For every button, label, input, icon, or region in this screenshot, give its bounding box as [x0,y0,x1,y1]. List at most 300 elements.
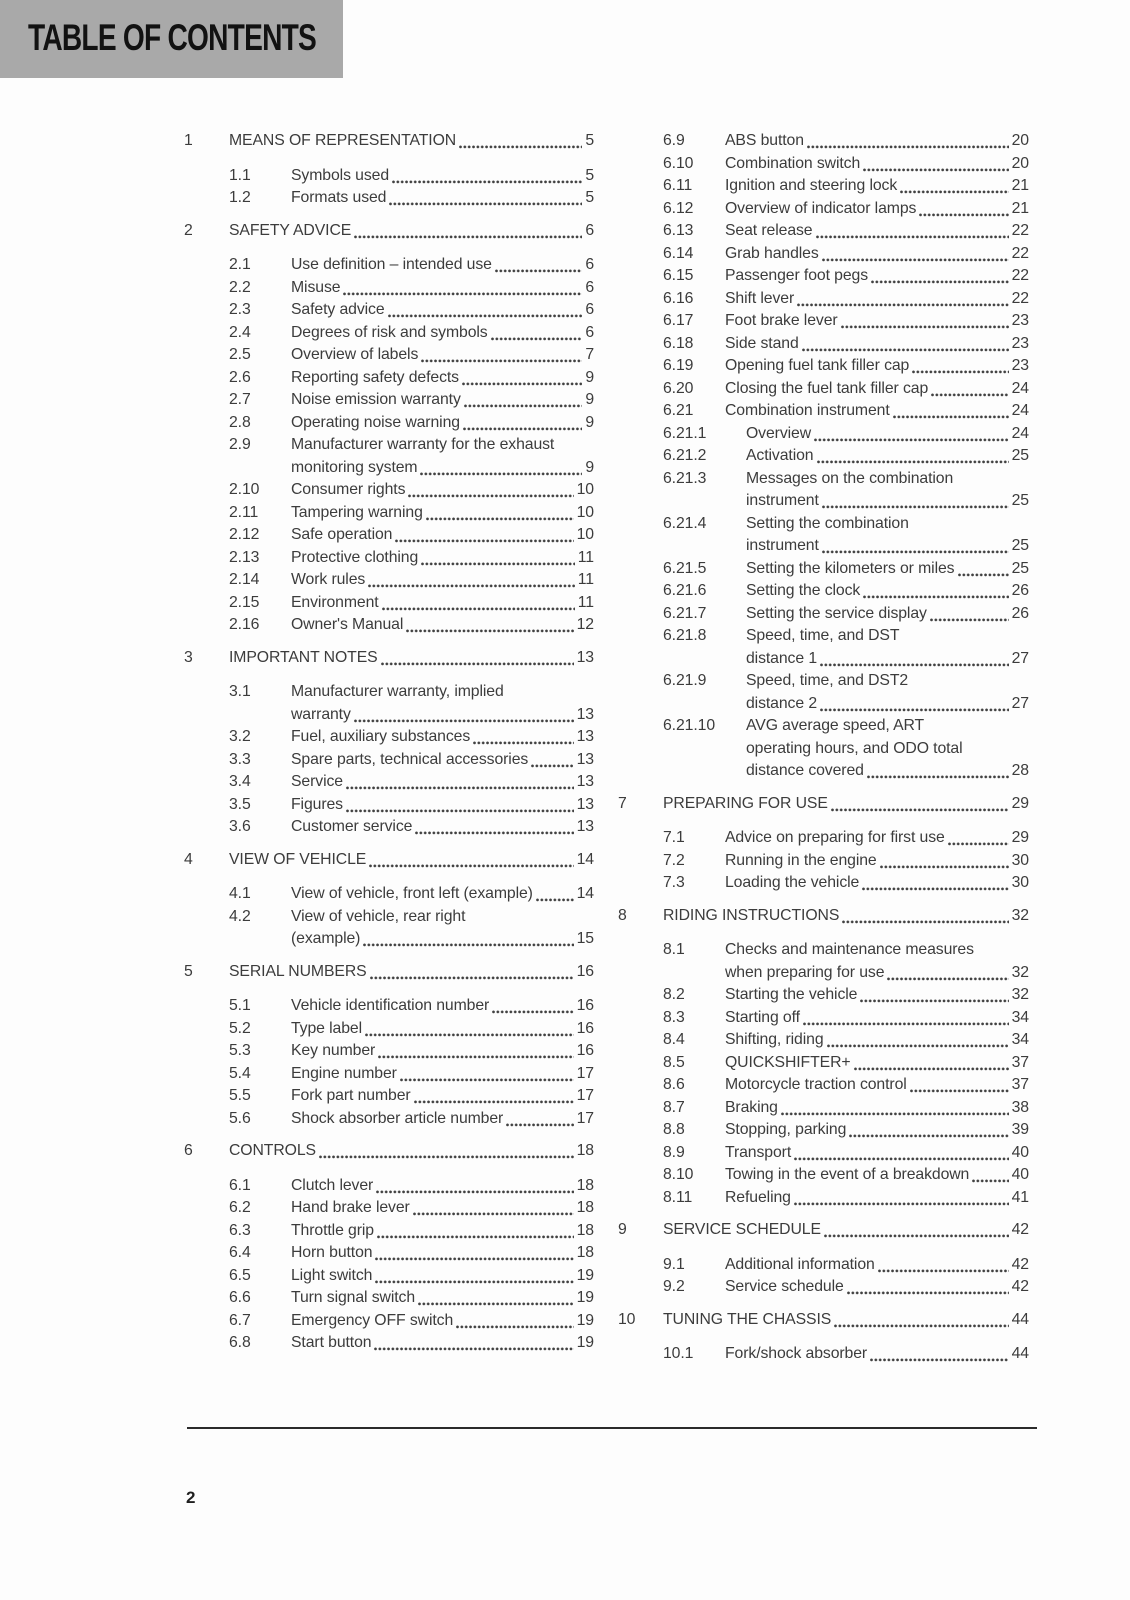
toc-entry[interactable] [184,254,594,277]
toc-entry[interactable] [184,1018,594,1041]
toc-entry-number: 3.1 [229,683,251,700]
toc-entry-title: (example) [291,930,361,947]
toc-entry[interactable] [184,1310,594,1333]
toc-entry-number: 7.2 [663,851,685,869]
toc-entry[interactable] [618,1254,1029,1277]
dotted-leader [421,562,575,566]
toc-entry-number: 6.20 [663,379,694,397]
toc-entry-page: 11 [577,593,594,611]
toc-entry-body [291,1108,594,1131]
toc-entry-title: Foot brake lever [725,312,838,329]
toc-entry-title: Work rules [291,571,366,588]
toc-entry[interactable] [184,681,594,726]
footer-rule [187,1427,1037,1429]
toc-entry-body [291,479,594,502]
toc-entry-body [291,187,594,210]
dotted-leader [834,1324,1008,1328]
toc-entry[interactable] [184,592,594,615]
toc-entry[interactable] [184,434,594,479]
toc-entry-number: 5.2 [229,1019,251,1037]
toc-entry-number: 2.11 [229,503,259,521]
toc-entry-line [291,299,594,322]
toc-entry-title: Setting the kilometers or miles [746,559,955,577]
toc-entry[interactable] [618,1164,1029,1187]
dotted-leader [827,1044,1009,1048]
toc-entry-line [291,254,594,277]
toc-entry-body [725,1074,1029,1097]
dotted-leader [495,269,582,273]
toc-entry[interactable] [618,872,1029,895]
toc-entry-title: Manufacturer warranty, implied [291,683,504,700]
toc-entry-page: 18 [576,1142,594,1159]
toc-entry-body [229,1140,594,1163]
toc-entry[interactable] [184,299,594,322]
toc-entry[interactable] [618,1187,1029,1210]
toc-entry[interactable] [184,389,594,412]
toc-entry-title: VIEW OF VEHICLE [229,850,367,868]
toc-entry-body [663,905,1029,928]
toc-entry[interactable] [184,816,594,839]
toc-entry-number: 8.10 [663,1166,694,1183]
toc-entry-title: Start button [291,1334,372,1351]
toc-entry-body [746,445,1029,468]
toc-entry[interactable] [618,1029,1029,1052]
toc-entry[interactable] [618,1219,1029,1242]
toc-entry[interactable] [184,547,594,570]
toc-entry-line [229,961,594,984]
toc-entry-body [725,355,1029,378]
toc-entry-number: 6.18 [663,334,694,352]
toc-entry-page: 42 [1011,1221,1029,1238]
toc-entry-number: 6.17 [663,312,694,329]
dotted-leader [822,505,1009,509]
toc-entry-body [746,468,1029,513]
toc-entry[interactable] [618,984,1029,1007]
toc-entry[interactable] [618,265,1029,288]
dotted-leader [814,438,1009,442]
toc-entry-number: 8.7 [663,1098,685,1116]
toc-entry[interactable] [184,1242,594,1265]
toc-entry-number: 7.1 [663,829,685,846]
toc-entry-body [291,1287,594,1310]
toc-entry-number: 2.3 [229,301,251,318]
toc-entry[interactable] [184,1040,594,1063]
toc-entry-title: Hand brake lever [291,1199,410,1216]
toc-entry-body [746,423,1029,446]
dotted-leader [473,741,573,745]
toc-entry-title: distance 2 [746,694,818,712]
toc-entry-line [291,1063,594,1086]
toc-entry-line [725,872,1029,895]
toc-entry-body [725,1164,1029,1187]
toc-entry[interactable] [184,883,594,906]
toc-entry[interactable] [618,625,1029,670]
toc-entry-title: Degrees of risk and symbols [291,323,488,341]
dotted-leader [408,494,573,498]
toc-entry[interactable] [184,961,594,984]
dotted-leader [878,1269,1009,1273]
toc-entry-title: Braking [725,1098,778,1116]
dotted-leader [912,370,1008,374]
dotted-leader [849,1134,1008,1138]
toc-entry-title: Type label [291,1019,363,1037]
dotted-leader [346,809,574,813]
toc-entry-number: 9.1 [663,1255,685,1273]
toc-entry-title: Closing the fuel tank filler cap [725,379,929,397]
toc-entry-body [725,243,1029,266]
toc-entry-number: 9.2 [663,1278,685,1295]
toc-entry-page: 5 [585,132,594,149]
toc-entry[interactable] [184,995,594,1018]
toc-entry-page: 22 [1011,267,1029,284]
toc-entry[interactable] [618,130,1029,153]
toc-entry-line [291,277,594,300]
toc-entry-page: 26 [1011,604,1029,622]
dotted-leader [867,775,1009,779]
toc-entry[interactable] [618,850,1029,873]
toc-entry-page: 19 [576,1311,594,1329]
toc-entry-line [291,928,594,951]
toc-entry-page: 41 [1011,1188,1029,1206]
toc-entry-line [725,1052,1029,1075]
toc-entry[interactable] [618,1276,1029,1299]
toc-entry[interactable] [184,367,594,390]
toc-entry[interactable] [618,288,1029,311]
toc-entry-title: View of vehicle, front left (example) [291,885,533,902]
toc-entry-line [291,883,594,906]
toc-entry-line [725,1097,1029,1120]
toc-entry[interactable] [184,906,594,951]
toc-entry-page: 27 [1011,694,1029,712]
dotted-leader [824,1234,1009,1238]
dotted-leader [406,629,573,633]
toc-entry-title: warranty [291,705,351,723]
toc-entry-line [725,1187,1029,1210]
toc-entry-page: 25 [1011,537,1029,554]
toc-entry-line [725,378,1029,401]
toc-entry-body [663,1219,1029,1242]
dotted-leader [863,595,1008,599]
toc-entry[interactable] [184,1197,594,1220]
toc-entry[interactable] [618,378,1029,401]
toc-entry-page: 6 [585,301,594,318]
toc-entry-page: 34 [1011,1008,1029,1026]
toc-entry-page: 19 [576,1289,594,1306]
dotted-leader [506,1123,573,1127]
toc-entry-title: Symbols used [291,166,390,184]
toc-entry[interactable] [618,1052,1029,1075]
toc-entry-page: 14 [576,885,594,902]
toc-entry-line [746,648,1029,671]
toc-entry-page: 9 [585,458,594,476]
dotted-leader [400,1078,574,1082]
toc-entry[interactable] [618,1007,1029,1030]
toc-entry[interactable] [184,165,594,188]
toc-entry-line [725,1343,1029,1366]
toc-entry-page: 10 [576,526,594,543]
toc-entry-line [291,524,594,547]
toc-entry[interactable] [184,726,594,749]
toc-entry[interactable] [618,355,1029,378]
toc-entry[interactable] [184,277,594,300]
toc-entry[interactable] [618,220,1029,243]
toc-entry[interactable] [184,187,594,210]
toc-entry-line [291,749,594,772]
toc-entry[interactable] [618,468,1029,513]
toc-entry-line [291,1220,594,1243]
toc-entry[interactable] [618,670,1029,715]
toc-entry-body [725,827,1029,850]
toc-entry-title: Overview [746,424,812,442]
toc-entry[interactable] [618,905,1029,928]
toc-entry-title: Service schedule [725,1278,844,1295]
dotted-leader [820,663,1009,667]
dotted-leader [802,348,1009,352]
dotted-leader [463,427,582,431]
toc-entry-body [291,1220,594,1243]
toc-entry-line [291,771,594,794]
toc-entry-title: operating hours, and ODO total [746,739,963,757]
toc-entry-body [725,1276,1029,1299]
toc-entry-number: 6.2 [229,1199,251,1216]
toc-entry-number: 9 [618,1221,627,1238]
toc-entry-number: 8.6 [663,1076,685,1093]
toc-entry-title: Ignition and steering lock [725,177,898,194]
dotted-leader [343,292,582,296]
toc-entry[interactable] [618,827,1029,850]
toc-entry-line [291,1197,594,1220]
toc-entry[interactable] [618,243,1029,266]
toc-entry-page: 29 [1011,794,1029,812]
toc-entry-body [291,299,594,322]
toc-entry-body [725,333,1029,356]
toc-entry-number: 2.14 [229,571,260,588]
toc-entry[interactable] [618,939,1029,984]
toc-entry-page: 7 [585,346,594,363]
toc-entry-page: 25 [1011,492,1029,509]
toc-entry-line [291,1085,594,1108]
toc-entry-page: 32 [1011,963,1029,981]
toc-entry-number: 6.19 [663,357,694,374]
toc-entry[interactable] [618,558,1029,581]
toc-entry[interactable] [184,322,594,345]
toc-entry-line [725,962,1029,985]
toc-entry[interactable] [618,333,1029,356]
toc-entry-title: Manufacturer warranty for the exhaust [291,436,555,453]
toc-entry-body [725,1343,1029,1366]
toc-entry[interactable] [184,647,594,670]
toc-entry-line [725,1164,1029,1187]
toc-entry[interactable] [618,153,1029,176]
toc-entry-number: 2.15 [229,593,260,611]
toc-entry-body [291,254,594,277]
toc-entry-page: 39 [1011,1121,1029,1138]
toc-entry-page: 32 [1011,986,1029,1003]
toc-entry-line [291,1242,594,1265]
dotted-leader [900,190,1008,194]
toc-entry[interactable] [618,793,1029,816]
toc-entry-body [746,513,1029,558]
toc-entry-body [291,412,594,435]
toc-entry-body [291,816,594,839]
toc-entry-number: 2.7 [229,391,251,408]
dotted-leader [319,1155,574,1159]
toc-entry-body [725,1029,1029,1052]
toc-entry[interactable] [184,771,594,794]
toc-entry[interactable] [184,749,594,772]
toc-entry[interactable] [618,198,1029,221]
toc-entry-line [725,850,1029,873]
toc-entry[interactable] [184,1332,594,1355]
header-banner [0,0,343,78]
toc-entry-page: 22 [1011,289,1029,307]
toc-entry-number: 6.21.3 [663,469,707,487]
toc-entry-page: 22 [1011,222,1029,239]
toc-entry[interactable] [618,1309,1029,1332]
dotted-leader [420,472,582,476]
toc-entry-body [725,175,1029,198]
toc-entry[interactable] [184,220,594,243]
toc-entry-line [291,547,594,570]
toc-entry-title: Side stand [725,334,799,352]
toc-entry-line [291,1018,594,1041]
toc-entry-line [725,1029,1029,1052]
dotted-leader [378,1055,573,1059]
toc-entry-page: 18 [576,1176,594,1194]
toc-entry-number: 5.5 [229,1087,251,1104]
toc-entry-line [725,130,1029,153]
toc-entry-number: 8 [618,906,627,924]
toc-entry-title: Use definition – intended use [291,256,492,273]
toc-entry[interactable] [184,1220,594,1243]
toc-entry-page: 13 [576,795,594,813]
toc-entry-title: Running in the engine [725,851,877,869]
toc-entry-title: Turn signal switch [291,1289,416,1306]
toc-entry-body [229,961,594,984]
toc-entry-title: Shift lever [725,289,795,307]
toc-entry[interactable] [618,603,1029,626]
toc-entry-page: 30 [1011,851,1029,869]
toc-entry-line [229,849,594,872]
toc-entry-number: 4.2 [229,907,251,925]
toc-entry-body [291,165,594,188]
dotted-leader [794,1157,1009,1161]
toc-entry-title: when preparing for use [725,963,885,981]
dotted-leader [910,1089,1009,1093]
toc-entry-title: Loading the vehicle [725,874,860,891]
toc-entry-number: 8.3 [663,1008,685,1026]
toc-entry-page: 16 [576,1042,594,1059]
toc-entry-number: 5.1 [229,997,251,1014]
toc-entry-line [291,569,594,592]
toc-entry-number: 8.5 [663,1053,685,1071]
dotted-leader [376,1190,573,1194]
toc-entry[interactable] [184,849,594,872]
toc-entry[interactable] [618,1119,1029,1142]
toc-entry[interactable] [184,1175,594,1198]
toc-entry[interactable] [184,1063,594,1086]
toc-entry[interactable] [618,715,1029,783]
toc-entry[interactable] [618,1074,1029,1097]
toc-entry[interactable] [184,569,594,592]
toc-entry-page: 13 [576,648,594,666]
dotted-leader [860,999,1008,1003]
toc-entry-number: 2.16 [229,616,260,633]
toc-entry-number: 5.4 [229,1064,251,1082]
toc-entry[interactable] [618,175,1029,198]
toc-entry-body [725,310,1029,333]
toc-entry-page: 13 [576,818,594,835]
toc-entry-number: 10 [618,1310,636,1328]
toc-entry-line [725,153,1029,176]
toc-entry-title: Setting the clock [746,582,861,599]
toc-entry[interactable] [184,1287,594,1310]
toc-entry[interactable] [184,1265,594,1288]
dotted-leader [847,1291,1009,1295]
toc-entry[interactable] [618,445,1029,468]
toc-entry[interactable] [184,614,594,637]
toc-entry[interactable] [184,1085,594,1108]
toc-entry-line [725,1254,1029,1277]
toc-entry[interactable] [618,580,1029,603]
toc-entry[interactable] [184,344,594,367]
toc-entry-body [663,1309,1029,1332]
toc-entry-title: Activation [746,447,814,464]
toc-entry[interactable] [618,1142,1029,1165]
toc-entry[interactable] [618,1097,1029,1120]
toc-entry-page: 18 [576,1221,594,1239]
toc-entry-page: 27 [1011,649,1029,667]
dotted-leader [831,808,1009,812]
toc-entry-line [725,265,1029,288]
toc-entry-page: 9 [585,368,594,386]
toc-entry[interactable] [184,1140,594,1163]
toc-entry[interactable] [184,130,594,153]
toc-entry-body [725,265,1029,288]
toc-entry-page: 20 [1011,132,1029,149]
toc-entry[interactable] [184,479,594,502]
toc-entry-page: 44 [1011,1310,1029,1328]
toc-entry[interactable] [184,1108,594,1131]
toc-entry-line [291,165,594,188]
toc-entry-number: 3.5 [229,795,251,813]
toc-entry-page: 11 [577,571,594,588]
toc-entry-line [291,1265,594,1288]
toc-entry-page: 32 [1011,906,1029,924]
toc-entry-title: Throttle grip [291,1221,374,1239]
toc-left-column [184,130,594,1355]
dotted-leader [382,607,575,611]
dotted-leader [948,842,1009,846]
toc-entry[interactable] [618,513,1029,558]
toc-entry[interactable] [184,524,594,547]
toc-entry[interactable] [184,794,594,817]
toc-entry[interactable] [618,400,1029,423]
toc-entry-line [725,175,1029,198]
toc-entry-title: Environment [291,593,379,611]
toc-entry-body [725,288,1029,311]
dotted-leader [375,1280,573,1284]
toc-entry-page: 16 [576,962,594,980]
toc-entry[interactable] [184,502,594,525]
toc-entry[interactable] [618,310,1029,333]
toc-entry[interactable] [618,1343,1029,1366]
toc-entry-title: Seat release [725,222,813,239]
toc-entry-line [291,344,594,367]
toc-entry[interactable] [184,412,594,435]
toc-entry[interactable] [618,423,1029,446]
toc-entry-page: 18 [576,1199,594,1216]
